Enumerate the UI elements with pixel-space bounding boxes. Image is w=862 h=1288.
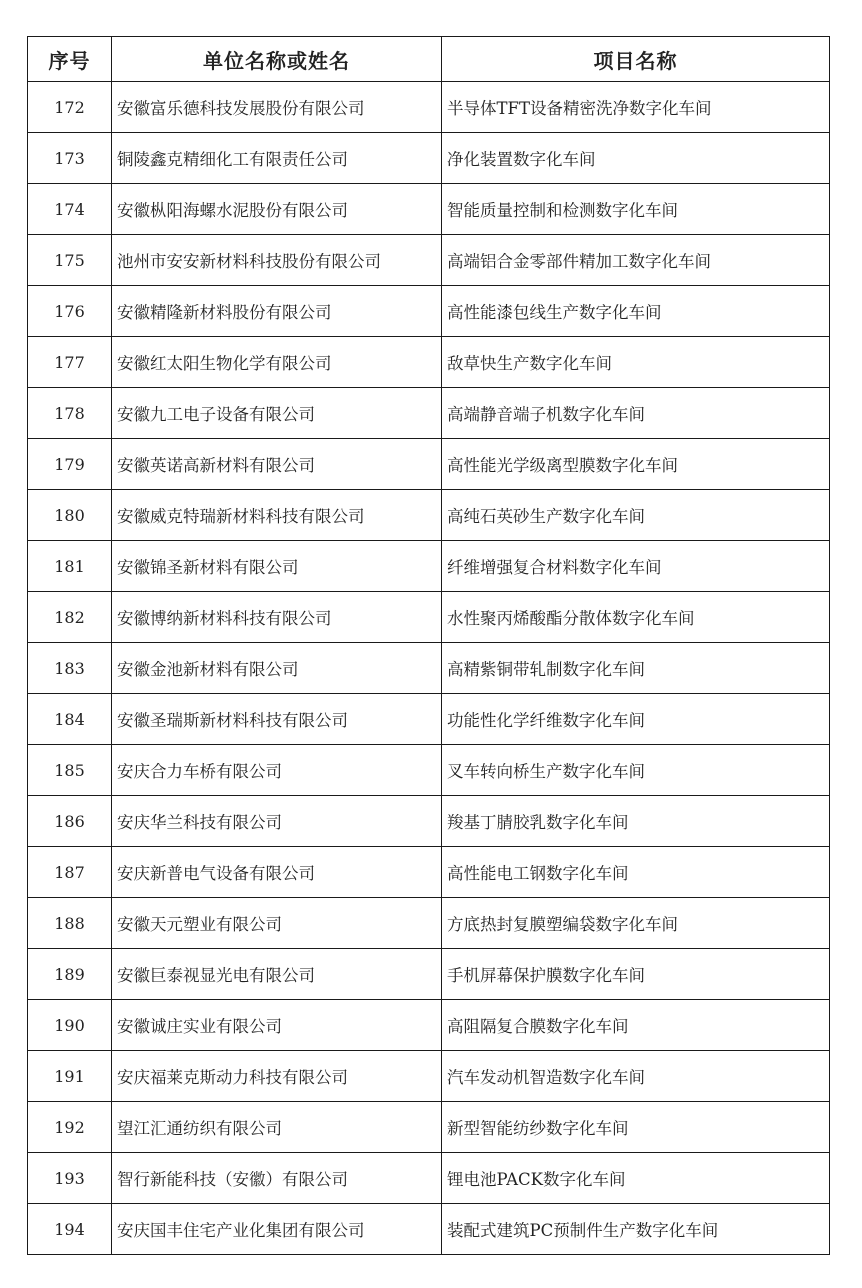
unit-name-cell: 智行新能科技（安徽）有限公司 [112,1153,442,1204]
table-body [28,82,830,1255]
serial-number-cell: 181 [28,541,112,592]
document-page [27,36,829,1255]
unit-name-cell: 安庆福莱克斯动力科技有限公司 [112,1051,442,1102]
serial-number-cell: 185 [28,745,112,796]
table-row [28,745,830,796]
project-name-cell: 智能质量控制和检测数字化车间 [442,184,830,235]
serial-number-cell: 178 [28,388,112,439]
project-name-cell: 高阻隔复合膜数字化车间 [442,1000,830,1051]
table-row [28,643,830,694]
serial-number-cell: 188 [28,898,112,949]
table-header [28,37,830,82]
header-unit-name: 单位名称或姓名 [112,37,442,82]
serial-number-cell: 179 [28,439,112,490]
project-table [27,36,830,1255]
unit-name-cell: 安徽富乐德科技发展股份有限公司 [112,82,442,133]
unit-name-cell: 安徽天元塑业有限公司 [112,898,442,949]
table-row [28,286,830,337]
unit-name-cell: 安庆国丰住宅产业化集团有限公司 [112,1204,442,1255]
unit-name-cell: 池州市安安新材料科技股份有限公司 [112,235,442,286]
serial-number-cell: 186 [28,796,112,847]
unit-name-cell: 安徽精隆新材料股份有限公司 [112,286,442,337]
header-project-name: 项目名称 [442,37,830,82]
project-name-cell: 方底热封复膜塑编袋数字化车间 [442,898,830,949]
project-name-cell: 汽车发动机智造数字化车间 [442,1051,830,1102]
project-name-cell: 叉车转向桥生产数字化车间 [442,745,830,796]
unit-name-cell: 安徽博纳新材料科技有限公司 [112,592,442,643]
project-name-cell: 高性能电工钢数字化车间 [442,847,830,898]
table-row [28,592,830,643]
table-row [28,694,830,745]
serial-number-cell: 173 [28,133,112,184]
unit-name-cell: 安徽英诺高新材料有限公司 [112,439,442,490]
unit-name-cell: 安徽锦圣新材料有限公司 [112,541,442,592]
unit-name-cell: 安徽红太阳生物化学有限公司 [112,337,442,388]
serial-number-cell: 184 [28,694,112,745]
unit-name-cell: 安徽威克特瑞新材料科技有限公司 [112,490,442,541]
unit-name-cell: 安庆合力车桥有限公司 [112,745,442,796]
project-name-cell: 水性聚丙烯酸酯分散体数字化车间 [442,592,830,643]
header-row [28,37,830,82]
serial-number-cell: 190 [28,1000,112,1051]
project-name-cell: 羧基丁腈胶乳数字化车间 [442,796,830,847]
unit-name-cell: 安徽枞阳海螺水泥股份有限公司 [112,184,442,235]
project-name-cell: 半导体TFT设备精密洗净数字化车间 [442,82,830,133]
project-name-cell: 高端铝合金零部件精加工数字化车间 [442,235,830,286]
serial-number-cell: 194 [28,1204,112,1255]
table-row [28,1051,830,1102]
project-name-cell: 锂电池PACK数字化车间 [442,1153,830,1204]
project-name-cell: 高性能漆包线生产数字化车间 [442,286,830,337]
table-row [28,439,830,490]
table-row [28,82,830,133]
project-name-cell: 高性能光学级离型膜数字化车间 [442,439,830,490]
serial-number-cell: 174 [28,184,112,235]
serial-number-cell: 187 [28,847,112,898]
unit-name-cell: 安徽诚庄实业有限公司 [112,1000,442,1051]
table-row [28,490,830,541]
unit-name-cell: 铜陵鑫克精细化工有限责任公司 [112,133,442,184]
unit-name-cell: 安徽圣瑞斯新材料科技有限公司 [112,694,442,745]
table-row [28,1153,830,1204]
serial-number-cell: 191 [28,1051,112,1102]
project-name-cell: 功能性化学纤维数字化车间 [442,694,830,745]
project-name-cell: 高纯石英砂生产数字化车间 [442,490,830,541]
unit-name-cell: 安徽九工电子设备有限公司 [112,388,442,439]
table-row [28,133,830,184]
project-name-cell: 新型智能纺纱数字化车间 [442,1102,830,1153]
table-row [28,235,830,286]
serial-number-cell: 189 [28,949,112,1000]
header-serial-number: 序号 [28,37,112,82]
unit-name-cell: 安徽金池新材料有限公司 [112,643,442,694]
serial-number-cell: 182 [28,592,112,643]
table-row [28,541,830,592]
unit-name-cell: 安庆华兰科技有限公司 [112,796,442,847]
project-name-cell: 高端静音端子机数字化车间 [442,388,830,439]
unit-name-cell: 安庆新普电气设备有限公司 [112,847,442,898]
table-row [28,949,830,1000]
table-row [28,847,830,898]
serial-number-cell: 176 [28,286,112,337]
serial-number-cell: 175 [28,235,112,286]
unit-name-cell: 安徽巨泰视显光电有限公司 [112,949,442,1000]
unit-name-cell: 望江汇通纺织有限公司 [112,1102,442,1153]
project-name-cell: 装配式建筑PC预制件生产数字化车间 [442,1204,830,1255]
table-row [28,796,830,847]
serial-number-cell: 192 [28,1102,112,1153]
serial-number-cell: 180 [28,490,112,541]
table-row [28,1102,830,1153]
project-name-cell: 净化装置数字化车间 [442,133,830,184]
project-name-cell: 手机屏幕保护膜数字化车间 [442,949,830,1000]
serial-number-cell: 183 [28,643,112,694]
serial-number-cell: 177 [28,337,112,388]
table-row [28,1000,830,1051]
table-row [28,184,830,235]
table-row [28,898,830,949]
project-name-cell: 高精紫铜带轧制数字化车间 [442,643,830,694]
serial-number-cell: 193 [28,1153,112,1204]
project-name-cell: 敌草快生产数字化车间 [442,337,830,388]
project-name-cell: 纤维增强复合材料数字化车间 [442,541,830,592]
table-row [28,388,830,439]
table-row [28,337,830,388]
serial-number-cell: 172 [28,82,112,133]
table-row [28,1204,830,1255]
